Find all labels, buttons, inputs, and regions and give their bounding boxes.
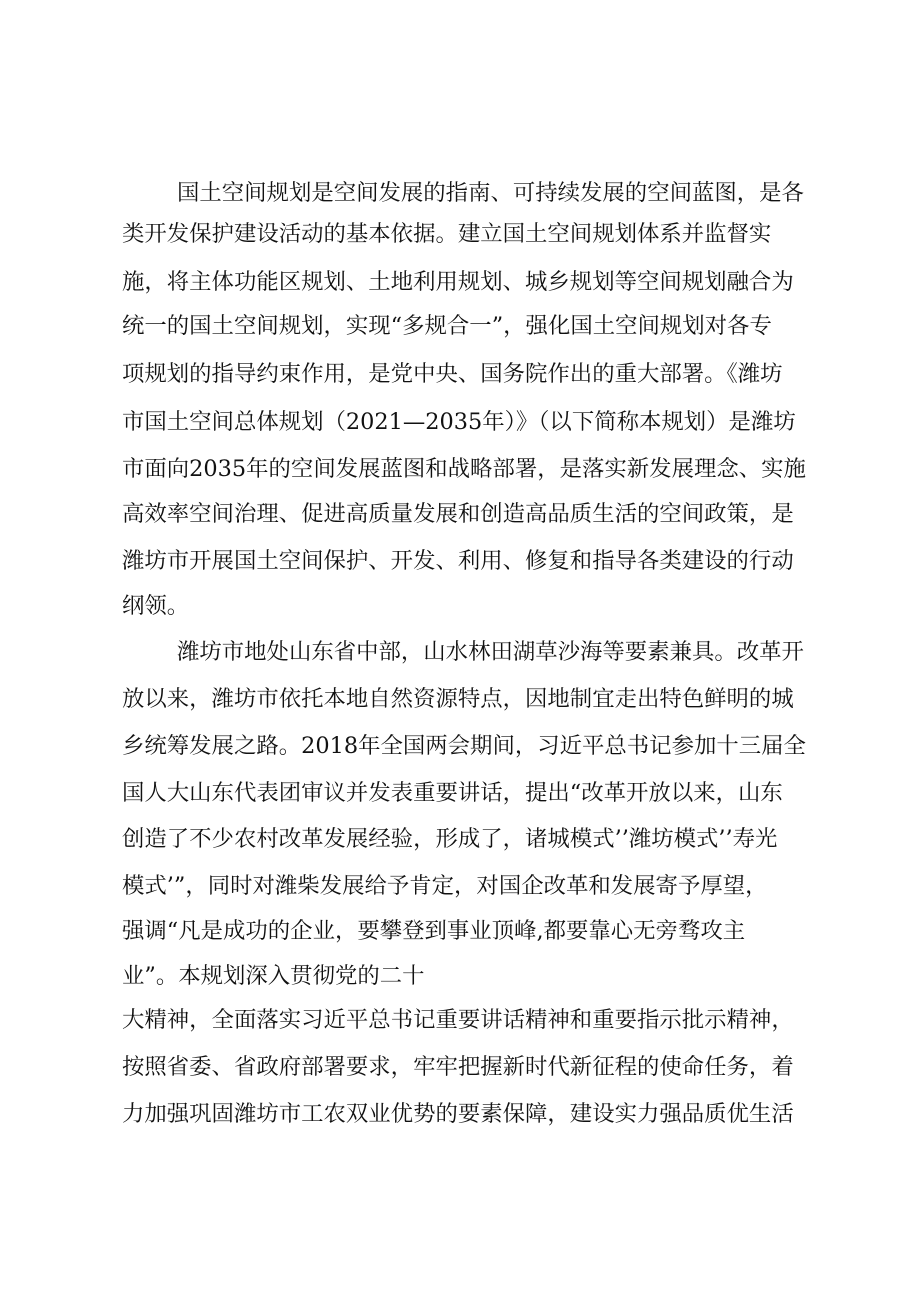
text-line: 国人大山东代表团审议并发表重要讲话，提出“改革开放以来，山东 — [122, 780, 783, 806]
text-line: 项规划的指导约束作用，是党中央、国务院作出的重大部署。《潍坊 — [122, 361, 783, 387]
text-line: 潍坊市开展国土空间保护、开发、利用、修复和指导各类建设的行动 — [122, 548, 794, 574]
text-line: 潍坊市地处山东省中部，山水林田湖草沙海等要素兼具。改革开 — [177, 639, 804, 665]
text-line: 模式’”，同时对潍柴发展给予肯定，对国企改革和发展寄予厚望， — [122, 873, 768, 899]
text-line: 强调“凡是成功的企业，要攀登到事业顶峰,都要靠心无旁骛攻主 — [122, 918, 746, 944]
text-line: 市面向2035年的空间发展蓝图和战略部署，是落实新发展理念、实施 — [122, 456, 806, 482]
text-line: 纲领。 — [122, 593, 190, 619]
text-line: 国土空间规划是空间发展的指南、可持续发展的空间蓝图，是各 — [177, 180, 804, 206]
text-line: 创造了不少农村改革发展经验，形成了，诸城模式’’潍坊模式’’寿光 — [122, 826, 778, 852]
text-line: 施，将主体功能区规划、土地利用规划、城乡规划等空间规划融合为 — [122, 269, 794, 295]
text-line: 力加强巩固潍坊市工农双业优势的要素保障，建设实力强品质优生活 — [122, 1101, 794, 1127]
text-line: 按照省委、省政府部署要求，牢牢把握新时代新征程的使命任务，着 — [122, 1054, 794, 1080]
text-line: 放以来，潍坊市依托本地自然资源特点，因地制宜走出特色鲜明的城 — [122, 686, 794, 712]
text-line: 类开发保护建设活动的基本依据。建立国土空间规划体系并监督实 — [122, 221, 772, 247]
text-line: 统一的国土空间规划，实现“多规合一”，强化国土空间规划对各专 — [122, 313, 772, 339]
text-line: 大精神，全面落实习近平总书记重要讲话精神和重要指示批示精神， — [122, 1007, 794, 1033]
text-line: 市国土空间总体规划（2021—2035年）》（以下简称本规划）是潍坊 — [122, 409, 796, 435]
text-line: 高效率空间治理、促进高质量发展和创造高品质生活的空间政策，是 — [122, 501, 794, 527]
text-line: 业”。本规划深入贯彻党的二十 — [122, 963, 425, 989]
text-line: 乡统筹发展之路。2018年全国两会期间，习近平总书记参加十三届全 — [122, 733, 806, 759]
